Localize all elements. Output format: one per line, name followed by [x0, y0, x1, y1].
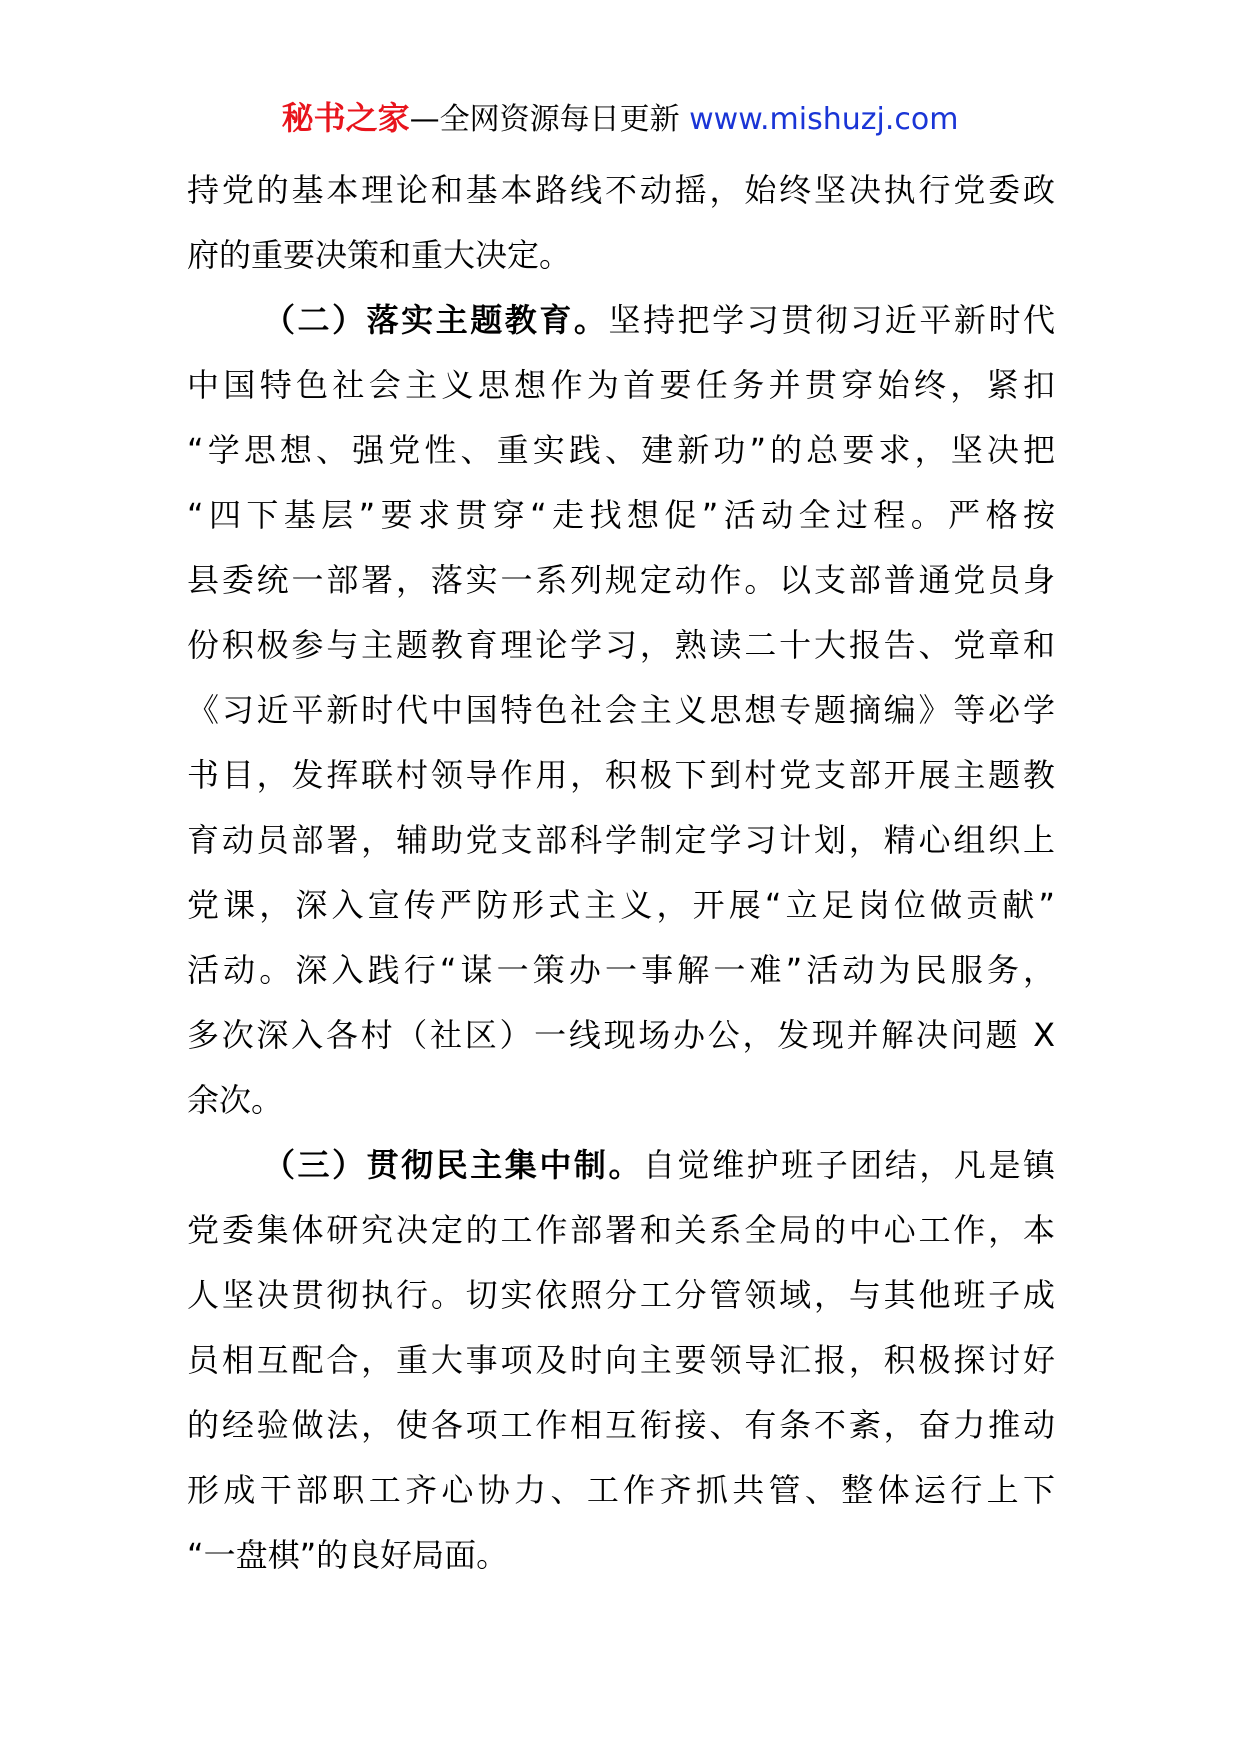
text-line: 活动。深入践行“谋一策办一事解一难”活动为民服务， [187, 951, 1055, 989]
watermark-header [0, 98, 1240, 140]
text-line: 多次深入各村（社区）一线现场办公，发现并解决问题 X [187, 1016, 1055, 1054]
document-body [187, 158, 1055, 1588]
text-line: 形成干部职工齐心协力、工作齐抓共管、整体运行上下 [187, 1471, 1055, 1509]
text-line: 《习近平新时代中国特色社会主义思想专题摘编》等必学 [187, 691, 1055, 729]
text-line: 的经验做法，使各项工作相互衔接、有条不紊，奋力推动 [187, 1406, 1055, 1444]
text-line: 党课，深入宣传严防形式主义，开展“立足岗位做贡献” [187, 886, 1055, 924]
text-line: 持党的基本理论和基本路线不动摇，始终坚决执行党委政 [187, 171, 1055, 209]
text-line: 县委统一部署，落实一系列规定动作。以支部普通党员身 [187, 561, 1055, 599]
text-line: 员相互配合，重大事项及时向主要领导汇报，积极探讨好 [187, 1341, 1055, 1379]
section-heading: （三）贯彻民主集中制。 [263, 1146, 643, 1184]
section-heading: （二）落实主题教育。 [263, 301, 609, 339]
text-line: “学思想、强党性、重实践、建新功”的总要求，坚决把 [187, 431, 1055, 469]
text-line: 余次。 [187, 1081, 284, 1119]
text-line: 份积极参与主题教育理论学习，熟读二十大报告、党章和 [187, 626, 1055, 664]
text-line: 府的重要决策和重大决定。 [187, 236, 572, 274]
header-tagline: —全网资源每日更新 [409, 102, 680, 137]
text-line: “四下基层”要求贯穿“走找想促”活动全过程。严格按 [187, 496, 1055, 534]
text-line: 党委集体研究决定的工作部署和关系全局的中心工作，本 [187, 1211, 1055, 1249]
text-line: 书目，发挥联村领导作用，积极下到村党支部开展主题教 [187, 756, 1055, 794]
text-line: 人坚决贯彻执行。切实依照分工分管领域，与其他班子成 [187, 1276, 1055, 1314]
text-line: 中国特色社会主义思想作为首要任务并贯穿始终，紧扣 [187, 366, 1055, 404]
text-line: 育动员部署，辅助党支部科学制定学习计划，精心组织上 [187, 821, 1055, 859]
site-url: www.mishuzj.com [689, 102, 959, 137]
section-3-heading-line: （三）贯彻民主集中制。自觉维护班子团结，凡是镇 [263, 1146, 1055, 1184]
text-line: “一盘棋”的良好局面。 [187, 1536, 509, 1574]
brand-name: 秘书之家 [281, 99, 410, 137]
section-2-heading-line: （二）落实主题教育。坚持把学习贯彻习近平新时代 [263, 301, 1055, 339]
